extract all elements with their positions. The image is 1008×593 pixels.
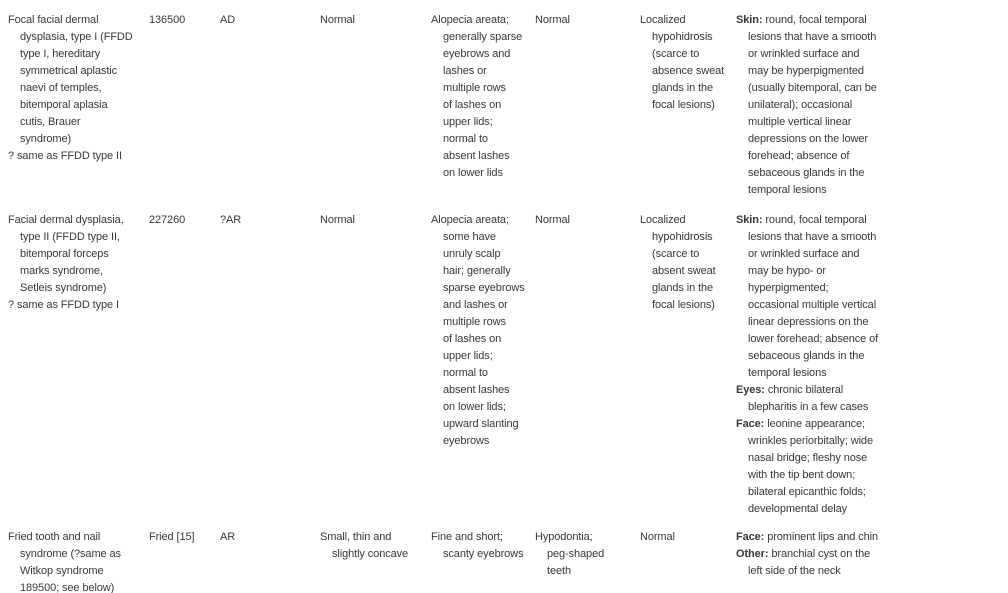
feature-paragraph: [736, 416, 1006, 518]
hair-text: Alopecia areata; some have unruly scalp hair; generally sparse eyebrows and lashes or multiple rows of lashes on upper lids; normal to absent lashes on lower lids; upward slanting eyebrows: [431, 214, 525, 447]
feature-label: Face:: [736, 418, 765, 430]
cell-omim: [149, 529, 220, 546]
cell-condition: [8, 529, 149, 593]
inheritance-value: AR: [220, 531, 236, 543]
cell-hair: [431, 12, 535, 182]
cell-sweating: [640, 212, 736, 314]
feature-text: branchial cyst on the left side of the neck: [748, 548, 871, 577]
cell-inheritance: [220, 12, 320, 29]
teeth-text: Hypodontia; peg-shaped teeth: [535, 531, 605, 577]
table-row: [8, 212, 1008, 518]
cell-hair: [431, 212, 535, 450]
nails-text: Small, thin and slightly concave: [320, 531, 409, 560]
condition-note: ? same as FFDD type II: [8, 150, 122, 162]
feature-paragraph: [736, 529, 1006, 546]
inheritance-value: ?AR: [220, 214, 242, 226]
feature-paragraph: [736, 546, 1006, 580]
feature-label: Skin:: [736, 214, 763, 226]
cell-inheritance: [220, 212, 320, 229]
inheritance-value: AD: [220, 14, 236, 26]
feature-text: chronic bilateral blepharitis in a few cases: [748, 384, 869, 413]
feature-text: round, focal temporal lesions that have a smooth or wrinkled surface and may be hyperpigmented (usually bitemporal, can be unilateral); occasional multiple vertical linear depressions on the lower forehead; absence of sebaceous glands in the temporal lesions: [748, 14, 877, 196]
cell-teeth: [535, 212, 640, 229]
cell-features: [736, 212, 1006, 518]
condition-text: Facial dermal dysplasia, type II (FFDD type II, bitemporal forceps marks syndrome, Setleis syndrome): [8, 214, 124, 294]
cell-nails: [320, 12, 431, 29]
cell-nails: [320, 529, 431, 563]
cell-condition: [8, 12, 149, 165]
feature-paragraph: [736, 382, 1006, 416]
condition-text: Fried tooth and nail syndrome (?same as Witkop syndrome 189500; see below): [8, 531, 121, 593]
teeth-text: Normal: [535, 14, 570, 26]
feature-paragraph: [736, 212, 1006, 382]
omim-value: 227260: [149, 214, 186, 226]
feature-text: leonine appearance; wrinkles periorbitally; wide nasal bridge; fleshy nose with the tip bent down; bilateral epicanthic folds; developmental delay: [748, 418, 873, 515]
cell-sweating: [640, 12, 736, 114]
cell-inheritance: [220, 529, 320, 546]
condition-note: ? same as FFDD type I: [8, 299, 119, 311]
feature-label: Skin:: [736, 14, 763, 26]
nails-text: Normal: [320, 214, 355, 226]
cell-features: [736, 12, 1006, 199]
omim-value: 136500: [149, 14, 186, 26]
sweating-text: Localized hypohidrosis (scarce to absent sweat glands in the focal lesions): [640, 214, 716, 311]
cell-omim: [149, 212, 220, 229]
sweating-text: Localized hypohidrosis (scarce to absence sweat glands in the focal lesions): [640, 14, 725, 111]
cell-condition: [8, 212, 149, 314]
feature-label: Face:: [736, 531, 765, 543]
cell-features: [736, 529, 1006, 580]
sweating-text: Normal: [640, 531, 675, 543]
feature-paragraph: [736, 12, 1006, 199]
table-row: [8, 12, 1008, 199]
hair-text: Fine and short; scanty eyebrows: [431, 531, 524, 560]
teeth-text: Normal: [535, 214, 570, 226]
feature-label: Other:: [736, 548, 769, 560]
condition-text: Focal facial dermal dysplasia, type I (FFDD type I, hereditary symmetrical aplastic naevi of temples, bitemporal aplasia cutis, Brauer syndrome): [8, 14, 133, 145]
nails-text: Normal: [320, 14, 355, 26]
hair-text: Alopecia areata; generally sparse eyebrows and lashes or multiple rows of lashes on upper lids; normal to absent lashes on lower lids: [431, 14, 523, 179]
cell-teeth: [535, 529, 640, 580]
feature-text: round, focal temporal lesions that have a smooth or wrinkled surface and may be hypo- or hyperpigmented; occasional multiple vertical linear depressions on the lower forehead; absence of sebaceous glands in the temporal lesions: [748, 214, 879, 379]
table-row: [8, 529, 1008, 593]
cell-omim: [149, 12, 220, 29]
omim-value: Fried [15]: [149, 531, 195, 543]
feature-text: prominent lips and chin: [764, 531, 879, 543]
cell-hair: [431, 529, 535, 563]
cell-sweating: [640, 529, 736, 546]
cell-nails: [320, 212, 431, 229]
cell-teeth: [535, 12, 640, 29]
feature-label: Eyes:: [736, 384, 765, 396]
